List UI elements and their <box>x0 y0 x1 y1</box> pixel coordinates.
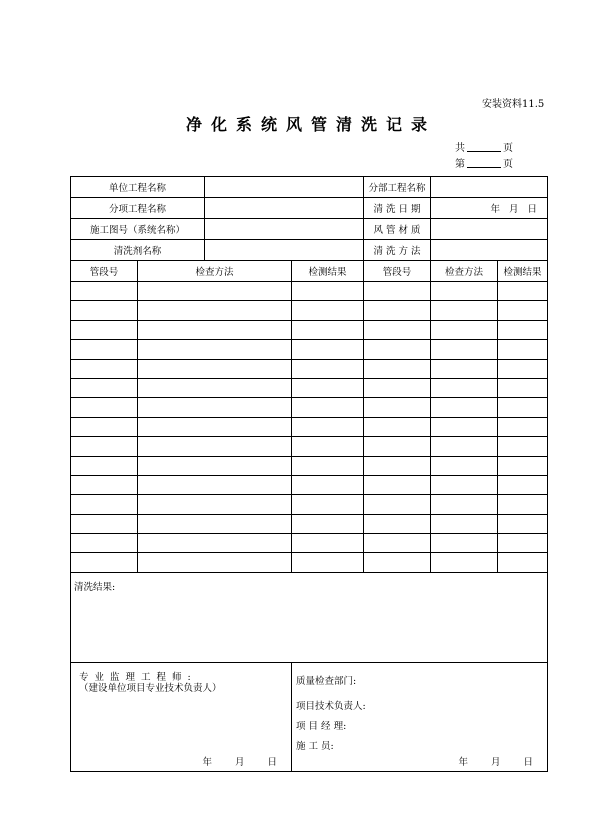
quality-date: 年 月 日 <box>458 756 544 768</box>
clean-date-field[interactable]: 年 月 日 <box>431 198 548 219</box>
page-title: 净化系统风管清洗记录 <box>186 115 437 134</box>
clean-date-label: 清 洗 日 期 <box>364 198 431 219</box>
table-cell[interactable] <box>498 398 548 417</box>
table-cell[interactable] <box>71 456 138 475</box>
item-project-field[interactable] <box>205 198 364 219</box>
table-cell[interactable] <box>292 398 364 417</box>
table-row <box>71 456 548 475</box>
table-cell[interactable] <box>498 534 548 553</box>
table-cell[interactable] <box>292 378 364 397</box>
table-cell[interactable] <box>364 437 431 456</box>
unit-project-label: 单位工程名称 <box>71 177 205 198</box>
table-cell[interactable] <box>364 514 431 533</box>
table-cell[interactable] <box>71 359 138 378</box>
table-cell[interactable] <box>138 495 292 514</box>
table-cell[interactable] <box>292 340 364 359</box>
table-cell[interactable] <box>71 534 138 553</box>
table-cell[interactable] <box>498 456 548 475</box>
table-cell[interactable] <box>498 475 548 494</box>
table-row <box>71 514 548 533</box>
table-cell[interactable] <box>138 553 292 572</box>
quality-sign-cell[interactable] <box>292 662 548 771</box>
table-cell[interactable] <box>138 475 292 494</box>
sub-project-label: 分部工程名称 <box>364 177 431 198</box>
worker-label: 施 工 员: <box>296 740 334 752</box>
tech-lead-label: 项目技术负责人: <box>296 700 366 712</box>
table-cell[interactable] <box>71 320 138 339</box>
table-cell[interactable] <box>138 359 292 378</box>
table-cell[interactable] <box>292 553 364 572</box>
table-cell[interactable] <box>431 456 498 475</box>
table-cell[interactable] <box>498 495 548 514</box>
table-cell[interactable] <box>292 495 364 514</box>
table-row <box>71 475 548 494</box>
table-cell[interactable] <box>292 417 364 436</box>
table-cell[interactable] <box>292 301 364 320</box>
col-header: 管段号 <box>71 261 138 282</box>
drawing-no-field[interactable] <box>205 219 364 240</box>
table-cell[interactable] <box>364 553 431 572</box>
manager-label: 项 目 经 理: <box>296 720 347 732</box>
table-cell[interactable] <box>431 417 498 436</box>
table-cell[interactable] <box>431 282 498 301</box>
supervisor-label: 专业监理工程师: <box>79 671 197 683</box>
page-current: 第 页 <box>455 159 513 170</box>
table-cell[interactable] <box>364 417 431 436</box>
table-cell[interactable] <box>431 475 498 494</box>
table-cell[interactable] <box>431 534 498 553</box>
table-cell[interactable] <box>498 320 548 339</box>
table-cell[interactable] <box>431 437 498 456</box>
supervisor-date: 年 月 日 <box>202 756 288 768</box>
table-cell[interactable] <box>364 359 431 378</box>
col-header: 检测结果 <box>292 261 364 282</box>
table-cell[interactable] <box>138 282 292 301</box>
table-cell[interactable] <box>138 456 292 475</box>
table-cell[interactable] <box>498 340 548 359</box>
table-cell[interactable] <box>431 340 498 359</box>
table-cell[interactable] <box>431 553 498 572</box>
duct-material-field[interactable] <box>431 219 548 240</box>
table-cell[interactable] <box>71 475 138 494</box>
table-cell[interactable] <box>498 359 548 378</box>
table-cell[interactable] <box>364 495 431 514</box>
table-cell[interactable] <box>292 514 364 533</box>
table-cell[interactable] <box>498 553 548 572</box>
table-cell[interactable] <box>498 378 548 397</box>
col-header: 管段号 <box>364 261 431 282</box>
table-cell[interactable] <box>138 301 292 320</box>
table-row <box>71 553 548 572</box>
table-cell[interactable] <box>498 514 548 533</box>
table-row <box>71 282 548 301</box>
table-cell[interactable] <box>71 282 138 301</box>
table-cell[interactable] <box>138 534 292 553</box>
table-cell[interactable] <box>498 282 548 301</box>
table-cell[interactable] <box>138 340 292 359</box>
cleaner-name-field[interactable] <box>205 240 364 261</box>
record-table <box>70 176 548 772</box>
quality-dept-label: 质量检查部门: <box>296 675 357 687</box>
table-cell[interactable] <box>292 320 364 339</box>
table-row <box>71 495 548 514</box>
table-cell[interactable] <box>498 301 548 320</box>
table-cell[interactable] <box>431 359 498 378</box>
cleaner-name-label: 清洗剂名称 <box>71 240 205 261</box>
table-row <box>71 359 548 378</box>
table-cell[interactable] <box>292 437 364 456</box>
table-cell[interactable] <box>71 495 138 514</box>
table-cell[interactable] <box>498 417 548 436</box>
table-cell[interactable] <box>71 417 138 436</box>
table-cell[interactable] <box>364 534 431 553</box>
table-cell[interactable] <box>431 398 498 417</box>
table-cell[interactable] <box>364 378 431 397</box>
data-rows <box>71 282 548 573</box>
sub-project-field[interactable] <box>431 177 548 198</box>
table-cell[interactable] <box>431 495 498 514</box>
table-cell[interactable] <box>292 534 364 553</box>
clean-result-cell[interactable] <box>71 572 548 662</box>
table-cell[interactable] <box>138 514 292 533</box>
table-row <box>71 378 548 397</box>
supervisor-sign-cell[interactable] <box>71 662 292 771</box>
table-row <box>71 417 548 436</box>
table-cell[interactable] <box>364 340 431 359</box>
table-cell[interactable] <box>71 378 138 397</box>
table-cell[interactable] <box>138 437 292 456</box>
table-cell[interactable] <box>364 475 431 494</box>
table-cell[interactable] <box>498 437 548 456</box>
table-cell[interactable] <box>292 456 364 475</box>
table-cell[interactable] <box>364 301 431 320</box>
table-row <box>71 534 548 553</box>
table-row <box>71 398 548 417</box>
page-total: 共 页 <box>455 143 513 154</box>
table-cell[interactable] <box>138 417 292 436</box>
table-cell[interactable] <box>292 359 364 378</box>
table-cell[interactable] <box>364 398 431 417</box>
table-cell[interactable] <box>292 475 364 494</box>
table-row <box>71 340 548 359</box>
table-row <box>71 301 548 320</box>
table-cell[interactable] <box>138 378 292 397</box>
table-row <box>71 320 548 339</box>
table-cell[interactable] <box>431 301 498 320</box>
clean-result-label: 清洗结果: <box>74 581 116 593</box>
unit-project-field[interactable] <box>205 177 364 198</box>
table-cell[interactable] <box>71 553 138 572</box>
col-header: 检查方法 <box>431 261 498 282</box>
table-cell[interactable] <box>71 437 138 456</box>
table-cell[interactable] <box>364 320 431 339</box>
table-cell[interactable] <box>71 398 138 417</box>
item-project-label: 分项工程名称 <box>71 198 205 219</box>
table-cell[interactable] <box>71 301 138 320</box>
table-cell[interactable] <box>71 514 138 533</box>
table-cell[interactable] <box>431 514 498 533</box>
table-cell[interactable] <box>138 398 292 417</box>
page-total-blank[interactable] <box>467 142 501 152</box>
table-cell[interactable] <box>431 378 498 397</box>
table-row <box>71 437 548 456</box>
table-cell[interactable] <box>364 456 431 475</box>
table-cell[interactable] <box>364 282 431 301</box>
col-header: 检测结果 <box>498 261 548 282</box>
table-cell[interactable] <box>138 320 292 339</box>
duct-material-label: 风 管 材 质 <box>364 219 431 240</box>
document-code: 安装资料11.5 <box>482 99 545 110</box>
col-header: 检查方法 <box>138 261 292 282</box>
clean-method-field[interactable] <box>431 240 548 261</box>
page-current-blank[interactable] <box>467 158 501 168</box>
clean-method-label: 清 洗 方 法 <box>364 240 431 261</box>
table-cell[interactable] <box>431 320 498 339</box>
drawing-no-label: 施工图号（系统名称） <box>71 219 205 240</box>
table-cell[interactable] <box>292 282 364 301</box>
table-cell[interactable] <box>71 340 138 359</box>
supervisor-note: （建设单位项目专业技术负责人） <box>79 682 222 694</box>
